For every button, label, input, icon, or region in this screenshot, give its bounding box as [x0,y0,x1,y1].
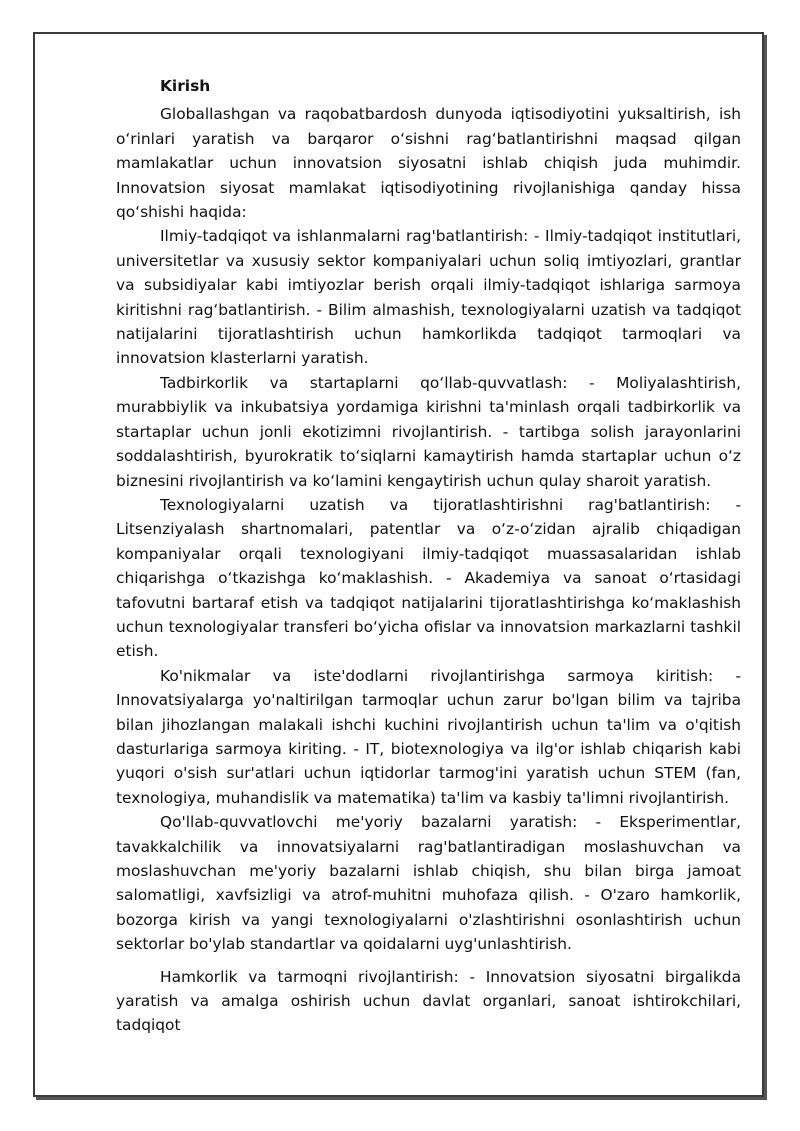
paragraph-skills: Ko'nikmalar va iste'dodlarni rivojlantirishga sarmoya kiritish: - Innovatsiyalarga yo'naltirilgan tarmoqlar uchun zarur bo'lgan bilim va tajriba bilan jihozlangan malakali ishchi kuchini rivojlantirish uchun ta'lim va o'qitish dasturlariga sarmoya kiriting. - IT, biotexnologiya va ilg'or ishlab chiqarish kabi yuqori o'sish sur'atlari uchun iqtidorlar tarmog'ini yaratish uchun STEM (fan, texnologiya, muhandislik va matematika) ta'lim va kasbiy ta'limni rivojlantirish. [116,666,741,807]
paragraph-regulation: Qo'llab-quvvatlovchi me'yoriy bazalarni yaratish: - Eksperimentlar, tavakkalchilik va innovatsiyalarni rag'batlantiradigan moslashuvchan va moslashuvchan me'yoriy bazalarni ishlab chiqish, shu bilan birga jamoat salomatligi, xavfsizligi va atrof-muhitni muhofaza qilish. - O'zaro hamkorlik, bozorga kirish va yangi texnologiyalarni o'zlashtirishni osonlashtirish uchun sektorlar bo'ylab standartlar va qoidalarni uyg'unlashtirish. [116,813,741,954]
intro-paragraph: Globallashgan va raqobatbardosh dunyoda iqtisodiyotini yuksaltirish, ish oʻrinlari yaratish va barqaror oʻsishni ragʻbatlantirishni maqsad qilgan mamlakatlar uchun innovatsion siyosatni ishlab chiqish juda muhimdir. Innovatsion siyosat mamlakat iqtisodiyotining rivojlanishiga qanday hissa qoʻshishi haqida: [116,105,741,222]
section-heading: Kirish [160,77,211,95]
paragraph-research: Ilmiy-tadqiqot va ishlanmalarni rag'batlantirish: - Ilmiy-tadqiqot institutlari, universitetlar va xususiy sektor kompaniyalari uchun soliq imtiyozlari, grantlar va subsidiyalar kabi imtiyozlar berish orqali ilmiy-tadqiqot ishlariga sarmoya kiritishni ragʻbatlantirish. - Bilim almashish, texnologiyalarni uzatish va tadqiqot natijalarini tijoratlashtirish uchun hamkorlikda tadqiqot tarmoqlari va innovatsion klasterlarni yaratish. [116,227,741,368]
paragraph-startups: Tadbirkorlik va startaplarni qoʻllab-quvvatlash: - Moliyalashtirish, murabbiylik va inkubatsiya yordamiga kirishni ta'minlash orqali tadbirkorlik va startaplar uchun jonli ekotizimni rivojlantirish. - tartibga solish jarayonlarini soddalashtirish, byurokratik toʻsiqlarni kamaytirish hamda startaplar uchun oʻz biznesini rivojlantirish va koʻlamini kengaytirish uchun qulay sharoit yaratish. [116,373,741,490]
paragraph-collaboration: Hamkorlik va tarmoqni rivojlantirish: - Innovatsion siyosatni birgalikda yaratish va amalga oshirish uchun davlat organlari, sanoat ishtirokchilari, tadqiqot [116,967,741,1035]
paragraph-technology-transfer: Texnologiyalarni uzatish va tijoratlashtirishni rag'batlantirish: - Litsenziyalash shartnomalari, patentlar va oʻz-oʻzidan ajralib chiqadigan kompaniyalar orqali texnologiyani ilmiy-tadqiqot muassasalaridan ishlab chiqarishga oʻtkazishga koʻmaklashish. - Akademiya va sanoat oʻrtasidagi tafovutni bartaraf etish va tadqiqot natijalarini tijoratlashtirishga koʻmaklashish uchun texnologiyalar transferi boʻyicha ofislar va innovatsion markazlarni tashkil etish. [116,495,741,661]
document-body [116,74,741,1038]
